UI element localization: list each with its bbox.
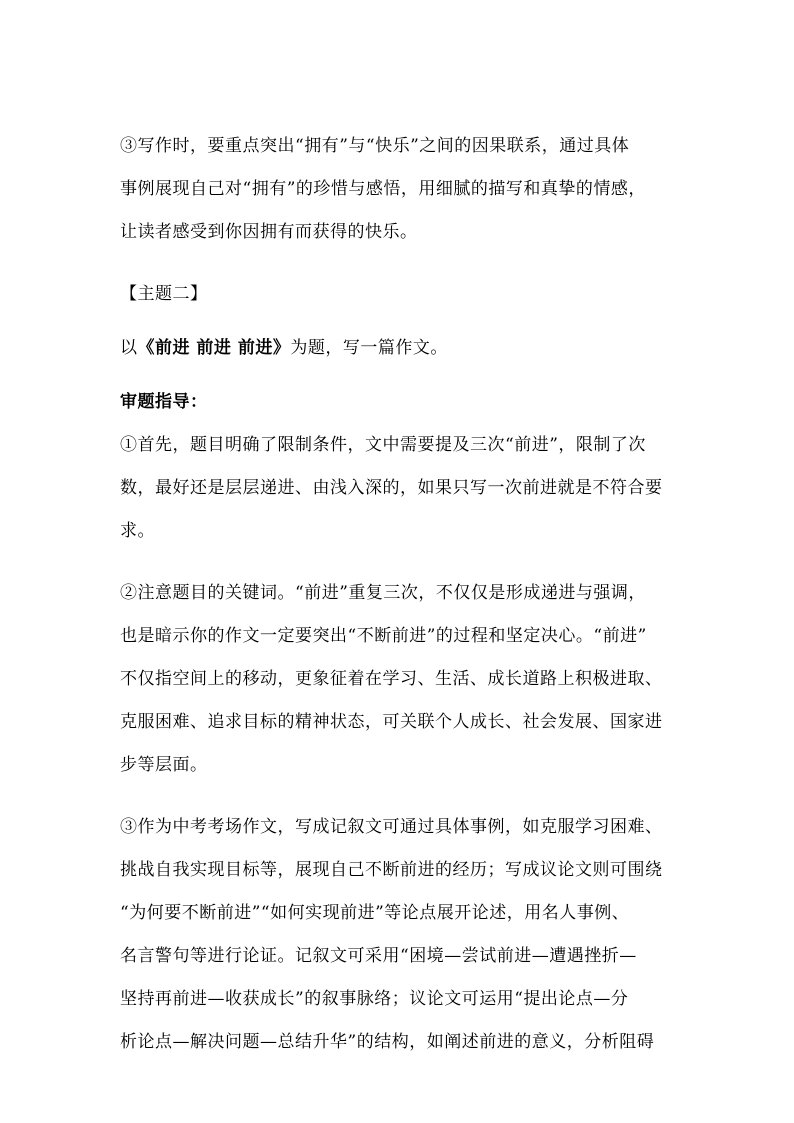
text-line: 数，最好还是层层递进、由浅入深的，如果只写一次前进就是不符合要 [120, 478, 663, 498]
text-line: ①首先，题目明确了限制条件，文中需要提及三次“前进”，限制了次 [120, 435, 646, 455]
text-line: 让读者感受到你因拥有而获得的快乐。 [120, 222, 418, 242]
text-line: ②注意题目的关键词。“前进”重复三次，不仅仅是形成递进与强调， [120, 583, 646, 603]
text-line: 事例展现自己对“拥有”的珍惜与感悟，用细腻的描写和真挚的情感， [120, 179, 646, 199]
text-line: 析论点—解决问题—总结升华”的结构，如阐述前进的意义，分析阻碍 [120, 1032, 655, 1052]
prompt-prefix: 以 [120, 338, 138, 358]
writing-prompt [120, 337, 680, 359]
text-line: 步等层面。 [120, 755, 208, 775]
theme-heading: 【主题二】 [120, 284, 208, 304]
text-line: 挑战自我实现目标等，展现自己不断前进的经历；写成议论文则可围绕 [120, 860, 663, 880]
text-line: 求。 [120, 521, 155, 541]
text-line: 名言警句等进行论证。记叙文可采用“困境—尝试前进—遭遇挫折— [120, 946, 637, 966]
text-line: “为何要不断前进”“如何实现前进”等论点展开论述，用名人事例、 [120, 903, 630, 923]
text-line: ③写作时，要重点突出“拥有”与“快乐”之间的因果联系，通过具体 [120, 136, 630, 156]
prompt-suffix: 为题，写一篇作文。 [290, 338, 448, 358]
text-line: 也是暗示你的作文一定要突出“不断前进”的过程和坚定决心。“前进” [120, 626, 647, 646]
text-line: 坚持再前进—收获成长”的叙事脉络；议论文可运用“提出论点—分 [120, 989, 629, 1009]
text-line: 不仅指空间上的移动，更象征着在学习、生活、成长道路上积极进取、 [120, 669, 663, 689]
prompt-title: 《前进 前进 前进》 [137, 338, 291, 358]
guide-heading: 审题指导： [120, 392, 208, 412]
text-line: 克服困难、追求目标的精神状态，可关联个人成长、社会发展、国家进 [120, 712, 663, 732]
text-line: ③作为中考考场作文，写成记叙文可通过具体事例，如克服学习困难、 [120, 817, 663, 837]
